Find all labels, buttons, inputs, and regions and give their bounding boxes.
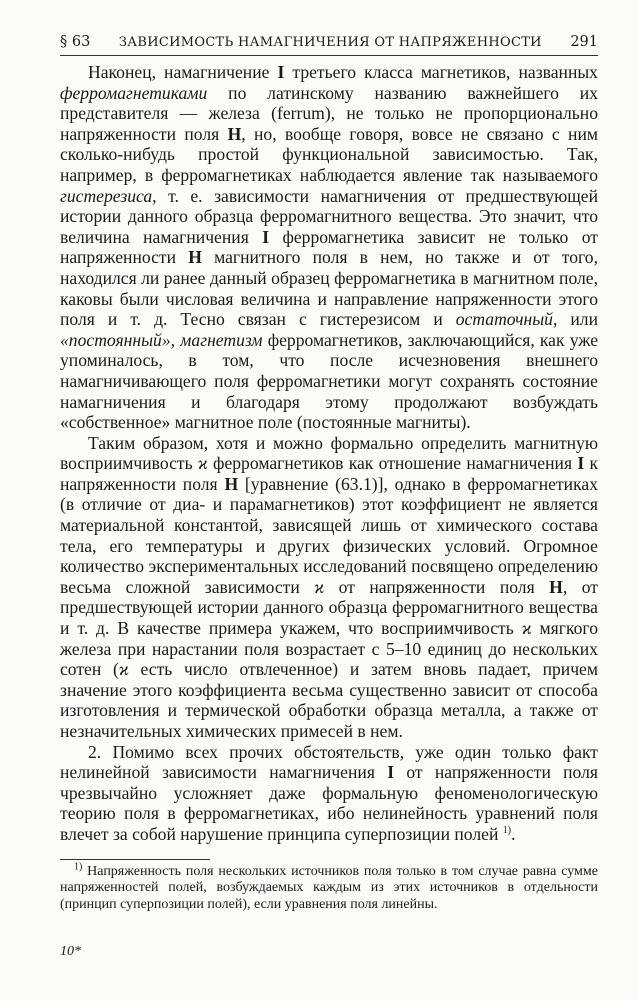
running-header — [60, 34, 598, 56]
footnote-divider — [60, 859, 210, 860]
paragraph-1: Наконец, намагничение I третьего класса магнетиков, названных ферромагнетиками по латинскому названию важнейшего их представителя — железа (ferrum), не только не пропорционально напряженности поля H, но, вообще говоря, вовсе не связано с ним сколько-нибудь простой функциональной зависимостью. Так, например, в ферромагнетиках наблюдается явление так называемого гистерезиса, т. е. зависимости намагничения от предшествующей истории данного образца ферромагнитного вещества. Это значит, что величина намагничения I ферромагнетика зависит не только от напряженности H магнитного поля в нем, но также и от того, находился ли ранее данный образец ферромагнетика в магнитном поле, каковы были числовая величина и направление напряженности этого поля и т. д. Тесно связан с гистерезисом и остаточный, или «постоянный», магнетизм ферромагнетиков, заключающийся, как уже упоминалось, в том, что после исчезновения внешнего намагничивающего поля ферромагнетики могут сохранять состояние намагничения и благодаря этому продолжают возбуждать «собственное» магнитное поле (постоянные магниты). — [60, 62, 599, 433]
footnote-reference[interactable]: 1) — [502, 825, 512, 837]
main-text — [60, 62, 598, 845]
section-number: § 63 — [60, 34, 91, 50]
signature-mark: 10* — [60, 944, 81, 959]
paragraph-2: Таким образом, хотя и можно формально определить магнитную восприимчивость ϰ ферромагнетиков как отношение намагничения I к напряженности поля H [уравнение (63.1)], однако в ферромагнетиках (в отличие от диа- и парамагнетиков) этот коэффициент не является материальной константой, зависящей лишь от химического состава тела, его температуры и других физических условий. Огромное количество экспериментальных исследований посвящено определению весьма сложной зависимости ϰ от напряженности поля H, от предшествующей истории данного образца ферромагнитного вещества и т. д. В качестве примера укажем, что восприимчивость ϰ мягкого железа при нарастании поля возрастает с 5–10 единиц до нескольких сотен (ϰ есть число отвлеченное) и затем вновь падает, причем значение этого коэффициента весьма существенно зависит от способа изготовления и термической обработки образца металла, а также от незначительных химических примесей в нем. — [60, 432, 599, 741]
running-title: ЗАВИСИМОСТЬ НАМАГНИЧЕНИЯ ОТ НАПРЯЖЕННОСТИ — [118, 35, 542, 50]
footnote-text: Напряженность поля нескольких источников поля только в том случае равна сумме напряженностей полей, возбуждаемых каждым из этих источников в отдельности (принцип суперпозиции полей), если уравнения поля линейны. — [60, 863, 598, 912]
page-number: 291 — [570, 34, 598, 50]
paragraph-3: 2. Помимо всех прочих обстоятельств, уже один только факт нелинейной зависимости намагничения I от напряженности поля чрезвычайно усложняет даже формальную феноменологическую теорию поля в ферромагнетиках, ибо нелинейность уравнений поля влечет за собой нарушение принципа суперпозиции полей $^{1)}$. — [60, 741, 598, 844]
book-page — [60, 34, 598, 913]
footnote-mark: 1) — [74, 860, 83, 872]
footnote — [60, 860, 598, 914]
